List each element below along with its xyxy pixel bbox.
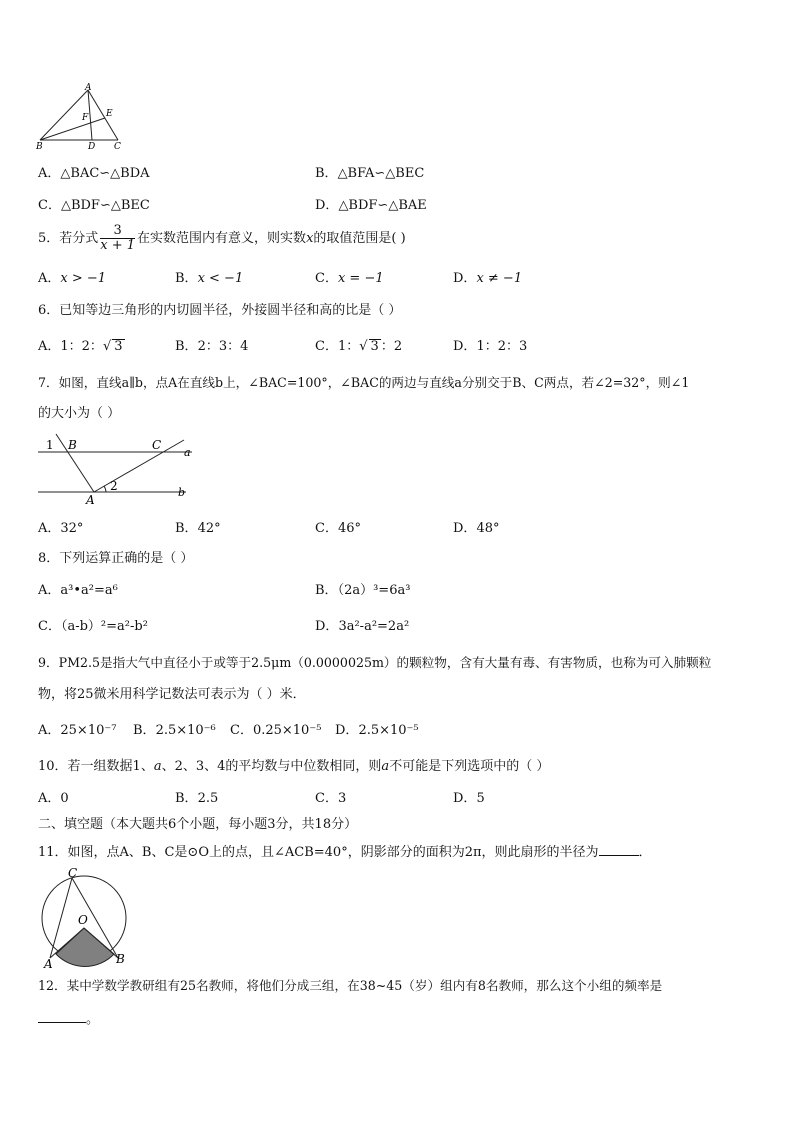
fig7-label-a-line: a bbox=[184, 446, 191, 459]
q9-option-c: C．0.25×10⁻⁵ bbox=[230, 723, 322, 738]
fraction: $\frac{3}{x + 1}$ bbox=[100, 223, 136, 253]
fig7-label-b-line: b bbox=[178, 486, 186, 499]
q6-option-a: A．1：2：√ 3 bbox=[38, 339, 123, 354]
question-7-line1: 7．如图，直线a∥b，点A在直线b上，∠BAC=100°，∠BAC的两边与直线a分别交于B、C两点，若∠2=32°，则∠1 bbox=[38, 375, 690, 390]
q5-option-c: C．x = −1 bbox=[315, 271, 384, 286]
fig11-label-b: B bbox=[116, 952, 125, 966]
fig7-label-b-point: B bbox=[68, 438, 77, 452]
q7-option-a: A．32° bbox=[38, 521, 84, 536]
answer-blank-q12[interactable] bbox=[38, 1010, 86, 1023]
q5-option-a: A．x > −1 bbox=[38, 271, 107, 286]
q8-option-c: C．（a-b）²=a²-b² bbox=[38, 619, 148, 634]
question-8: 8．下列运算正确的是（ ） bbox=[38, 551, 194, 566]
answer-blank-q11[interactable] bbox=[599, 843, 639, 856]
question-12-line2: 。 bbox=[38, 1010, 99, 1029]
question-10: 10．若一组数据1、a、2、3、4的平均数与中位数相同，则a不可能是下列选项中的（ ） bbox=[38, 759, 550, 774]
question-7-line2: 的大小为（ ） bbox=[38, 406, 121, 421]
fig11-label-a: A bbox=[44, 957, 53, 970]
question-5: 5．若分式 $\frac{3}{x + 1}$ 在实数范围内有意义，则实数x的取值范围是( ) bbox=[38, 223, 406, 253]
question-9-line2: 物，将25微米用科学记数法可表示为（ ）米． bbox=[38, 687, 306, 702]
fig4-label-c: C bbox=[114, 142, 121, 152]
q4-option-c: C．△BDF∽△BEC bbox=[38, 198, 150, 213]
fig4-label-d: D bbox=[88, 142, 96, 152]
fig4-label-b: B bbox=[36, 142, 43, 152]
fig11-label-o: O bbox=[78, 913, 88, 927]
question-12-line1: 12．某中学数学教研组有25名教师，将他们分成三组，在38~45（岁）组内有8名教师，那么这个小组的频率是 bbox=[38, 978, 663, 993]
fig4-label-a: A bbox=[85, 83, 92, 93]
q5-option-d: D．x ≠ −1 bbox=[453, 271, 523, 286]
q4-option-d: D．△BDF∽△BAE bbox=[315, 198, 427, 213]
q6-option-c: C．1：√ 3 ：2 bbox=[315, 339, 403, 354]
question-9-line1: 9．PM2.5是指大气中直径小于或等于2.5μm（0.0000025m）的颗粒物，含有大量有毒、有害物质，也称为可入肺颗粒 bbox=[38, 655, 712, 670]
q7-option-d: D．48° bbox=[453, 521, 500, 536]
q8-option-b: B．（2a）³=6a³ bbox=[315, 583, 411, 598]
q4-option-a: A．△BAC∽△BDA bbox=[38, 166, 150, 181]
q10-option-d: D．5 bbox=[453, 791, 485, 806]
fig4-label-e: E bbox=[106, 109, 113, 119]
q9-option-a: A．25×10⁻⁷ bbox=[38, 723, 117, 738]
parallel-lines-figure-q7 bbox=[36, 432, 196, 508]
section-2-title: 二、填空题（本大题共6个小题，每小题3分，共18分） bbox=[38, 817, 358, 832]
q8-option-d: D．3a²-a²=2a² bbox=[315, 619, 410, 634]
question-11: 11．如图，点A、B、C是⊙O上的点，且∠ACB=40°，阴影部分的面积为2π，则此扇形的半径为 ． bbox=[38, 845, 652, 860]
q10-option-b: B．2.5 bbox=[175, 791, 219, 806]
q7-option-b: B．42° bbox=[175, 521, 221, 536]
circle-sector-figure-q11 bbox=[36, 866, 132, 970]
fig11-label-c: C bbox=[68, 866, 78, 880]
q9-option-d: D．2.5×10⁻⁵ bbox=[335, 723, 419, 738]
q5-option-b: B．x < −1 bbox=[175, 271, 244, 286]
q9-option-b: B．2.5×10⁻⁶ bbox=[133, 723, 216, 738]
fig7-label-2: 2 bbox=[110, 479, 118, 493]
triangle-figure-q4 bbox=[34, 82, 134, 152]
q6-option-d: D．1：2：3 bbox=[453, 339, 528, 354]
q10-option-c: C．3 bbox=[315, 791, 347, 806]
fig7-label-a-point: A bbox=[86, 493, 95, 507]
fig4-label-f: F bbox=[82, 113, 89, 123]
q6-option-b: B．2：3：4 bbox=[175, 339, 249, 354]
question-6: 6．已知等边三角形的内切圆半径，外接圆半径和高的比是（ ） bbox=[38, 303, 402, 318]
q4-option-b: B．△BFA∽△BEC bbox=[315, 166, 425, 181]
fig7-label-c: C bbox=[152, 438, 162, 452]
q8-option-a: A．a³•a²=a⁶ bbox=[38, 583, 118, 598]
q7-option-c: C．46° bbox=[315, 521, 361, 536]
fig7-label-1: 1 bbox=[46, 438, 54, 452]
q10-option-a: A．0 bbox=[38, 791, 69, 806]
